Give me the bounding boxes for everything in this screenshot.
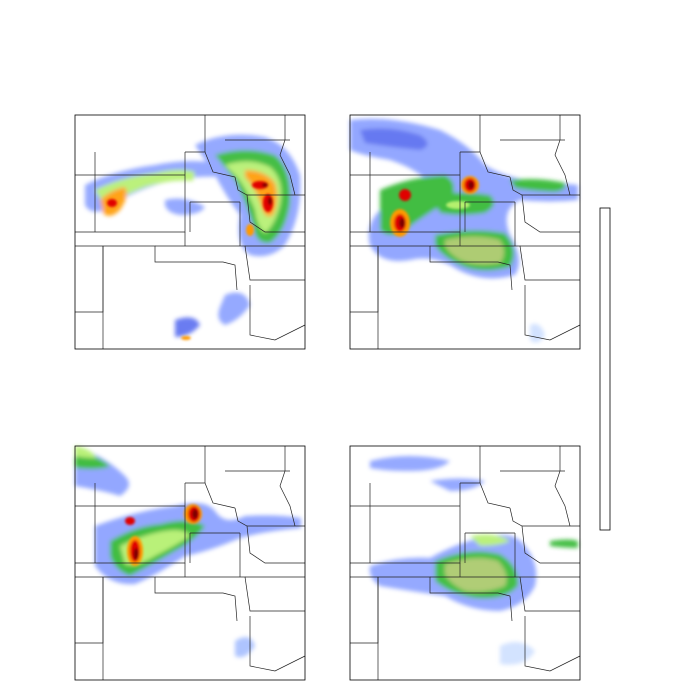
colorbar [600, 208, 610, 530]
map-panel-control-precl [75, 446, 305, 680]
map-panel-control-prect [350, 115, 580, 349]
map-panel-nexrad [75, 115, 305, 349]
map-panel-control-precc [350, 446, 580, 680]
